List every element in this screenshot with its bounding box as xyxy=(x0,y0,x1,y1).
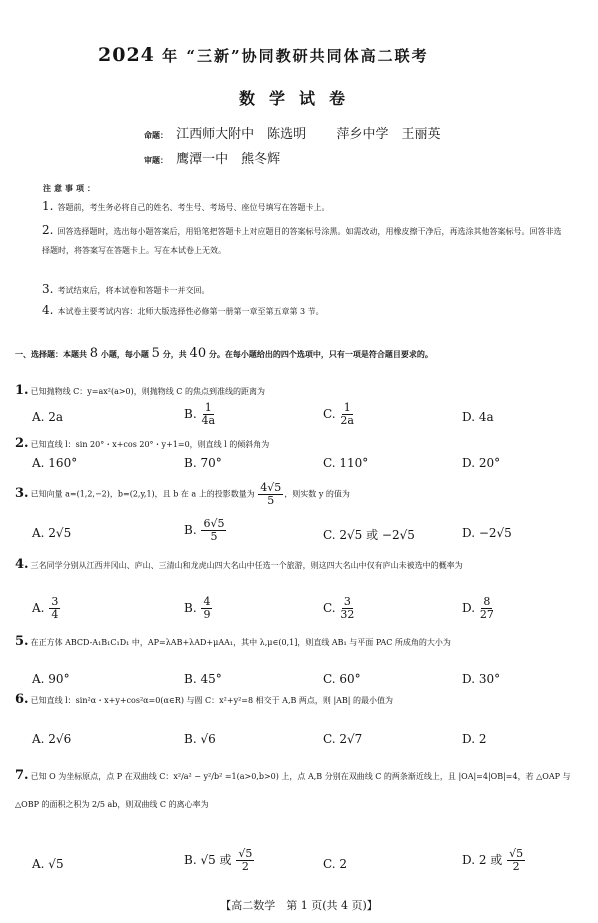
numerator: 1 xyxy=(204,401,212,414)
numerator: 4 xyxy=(203,595,211,608)
fraction xyxy=(480,596,494,621)
q3-option-b xyxy=(184,518,227,543)
section-text: 小题，每小题 xyxy=(100,349,149,359)
option-label: C. xyxy=(323,601,336,615)
question-3 xyxy=(15,482,350,507)
points-total: 40 xyxy=(189,346,207,361)
question-2 xyxy=(15,436,269,451)
question-5 xyxy=(15,632,583,653)
q4-option-d xyxy=(462,596,495,621)
exam-title-text: 年 “三新”协同教研共同体高二联考 xyxy=(162,47,429,65)
q3-option-a: A. 2√5 xyxy=(32,526,72,540)
q5-option-c: C. 60° xyxy=(323,672,361,686)
reviewer: 鹰潭一中 熊冬辉 xyxy=(176,152,281,167)
section-text: 分，共 xyxy=(162,349,187,359)
option-label: B. √5 或 xyxy=(184,853,232,867)
section-text: 分。在每小题给出的四个选项中，只有一项是符合题目要求的。 xyxy=(208,349,433,359)
question-7 xyxy=(15,762,583,819)
section-heading xyxy=(15,345,585,363)
question-stem-tail: ，则实数 y 的值为 xyxy=(284,489,350,499)
numerator: √5 xyxy=(238,847,253,860)
option-label: C. xyxy=(323,407,336,421)
numerator: √5 xyxy=(509,847,524,860)
option-label: A. xyxy=(32,601,45,615)
denominator: 9 xyxy=(203,608,211,621)
fraction xyxy=(236,848,254,873)
question-stem: 已知向量 a=(1,2,−2)，b=(2,y,1)，且 b 在 a 上的投影数量为 xyxy=(30,489,255,499)
option-label: D. xyxy=(462,601,476,615)
q7-option-d xyxy=(462,848,526,873)
points-each: 5 xyxy=(151,346,160,361)
denominator: 2 xyxy=(241,860,249,873)
reviewer-label: 审题： xyxy=(144,155,168,165)
denominator: 2a xyxy=(340,414,354,427)
notice-number: 2. xyxy=(42,223,54,237)
denominator: 4 xyxy=(51,608,59,621)
numerator: 4√5 xyxy=(260,481,282,494)
page-footer: 【高二数学 第 1 页(共 4 页)】 xyxy=(220,899,378,912)
numerator: 6√5 xyxy=(203,517,225,530)
numerator: 3 xyxy=(51,595,59,608)
numerator: 3 xyxy=(343,595,351,608)
fraction xyxy=(201,402,215,427)
notice-text: 考试结束后，将本试卷和答题卡一并交回。 xyxy=(57,286,210,295)
q4-option-a xyxy=(32,596,61,621)
notice-item-1 xyxy=(42,200,562,214)
reviewer-line xyxy=(144,148,280,167)
denominator: 32 xyxy=(340,608,355,621)
q5-option-b: B. 45° xyxy=(184,672,222,686)
question-number: 3. xyxy=(15,485,29,501)
question-number: 6. xyxy=(15,692,29,707)
question-number: 2. xyxy=(15,436,29,451)
denominator: 5 xyxy=(267,494,275,507)
question-number: 1. xyxy=(15,383,29,398)
option-label: D. 2 或 xyxy=(462,853,503,867)
denominator: 27 xyxy=(479,608,494,621)
q6-option-a: A. 2√6 xyxy=(32,732,72,746)
q4-option-b xyxy=(184,596,213,621)
denominator: 5 xyxy=(210,530,218,543)
subject-title: 数学试卷 xyxy=(238,89,359,108)
q6-option-c: C. 2√7 xyxy=(323,732,363,746)
notice-item-3 xyxy=(42,283,562,297)
question-stem: 已知 O 为坐标原点，点 P 在双曲线 C：x²/a² − y²/b² =1(a>0,b>0) 上，点 A,B 分别在双曲线 C 的两条渐近线上，且 |OA|=4|OB|=4，若 △OAP 与 △OBP 的面积之积为 2/5 ab，则双曲线 C 的离心率为 xyxy=(15,772,571,809)
fraction xyxy=(49,596,60,621)
q1-option-a: A. 2a xyxy=(32,410,64,424)
q5-option-a: A. 90° xyxy=(32,672,70,686)
question-number: 7. xyxy=(15,768,29,783)
denominator: 4a xyxy=(201,414,216,427)
proposer-line xyxy=(144,123,440,142)
q2-option-b: B. 70° xyxy=(184,456,222,470)
option-label: B. xyxy=(184,523,197,537)
question-1 xyxy=(15,383,265,398)
q1-option-d: D. 4a xyxy=(462,410,494,424)
proposer-1: 江西师大附中 陈选明 xyxy=(176,127,307,142)
numerator: 1 xyxy=(343,401,351,414)
q1-option-c xyxy=(323,402,355,427)
fraction xyxy=(201,518,226,543)
q2-option-d: D. 20° xyxy=(462,456,501,470)
fraction xyxy=(340,596,354,621)
fraction xyxy=(258,482,283,507)
q5-option-d: D. 30° xyxy=(462,672,501,686)
fraction xyxy=(507,848,525,873)
q2-option-a: A. 160° xyxy=(32,456,78,470)
q2-option-c: C. 110° xyxy=(323,456,369,470)
q7-option-c: C. 2 xyxy=(323,857,348,871)
denominator: 2 xyxy=(512,860,520,873)
notice-number: 3. xyxy=(42,282,54,296)
q1-option-b xyxy=(184,402,216,427)
notice-number: 4. xyxy=(42,303,54,317)
question-stem: 三名同学分别从江西井冈山、庐山、三清山和龙虎山四大名山中任选一个旅游，则这四大名山中仅有庐山未被选中的概率为 xyxy=(30,561,463,570)
q4-option-c xyxy=(323,596,355,621)
q3-option-d: D. −2√5 xyxy=(462,526,512,540)
notice-text: 答题前，考生务必将自己的姓名、考生号、考场号、座位号填写在答题卡上。 xyxy=(57,203,330,212)
exam-year: 2024 xyxy=(98,44,155,66)
notice-text: 本试卷主要考试内容：北师大版选择性必修第一册第一章至第五章第 3 节。 xyxy=(57,307,324,316)
exam-title xyxy=(98,44,429,66)
numerator: 8 xyxy=(483,595,491,608)
notice-item-2 xyxy=(42,221,562,260)
section-text: 一、选择题：本题共 xyxy=(15,349,87,359)
option-label: B. xyxy=(184,601,197,615)
question-count: 8 xyxy=(89,346,99,361)
notice-text: 回答选择题时，选出每小题答案后，用铅笔把答题卡上对应题目的答案标号涂黑。如需改动，用橡皮擦干净后，再选涂其他答案标号。回答非选择题时，将答案写在答题卡上。写在本试卷上无效。 xyxy=(42,227,562,255)
question-stem: 已知直线 l：sin²α・x+y+cos²α=0(α∈R) 与圆 C：x²+y²=8 相交于 A,B 两点，则 |AB| 的最小值为 xyxy=(30,696,394,705)
q7-option-a: A. √5 xyxy=(32,857,64,871)
proposer-label: 命题： xyxy=(144,130,168,140)
question-4 xyxy=(15,556,583,575)
notice-number: 1. xyxy=(42,199,54,213)
fraction xyxy=(201,596,212,621)
question-stem: 在正方体 ABCD-A₁B₁C₁D₁ 中，AP=λAB+λAD+μAA₁，其中 λ,μ∈(0,1]，则直线 AB₁ 与平面 PAC 所成角的大小为 xyxy=(30,638,451,647)
option-label: B. xyxy=(184,407,197,421)
q3-option-c: C. 2√5 或 −2√5 xyxy=(323,528,415,542)
notice-item-4 xyxy=(42,304,562,318)
notice-heading: 注意事项： xyxy=(43,183,98,193)
q6-option-b: B. √6 xyxy=(184,732,216,746)
q7-option-b xyxy=(184,848,255,873)
question-number: 5. xyxy=(15,634,29,649)
question-stem: 已知直线 l：sin 20°・x+cos 20°・y+1=0，则直线 l 的倾斜角为 xyxy=(30,440,270,449)
q6-option-d: D. 2 xyxy=(462,732,487,746)
fraction xyxy=(340,402,354,427)
proposer-2: 萍乡中学 王丽英 xyxy=(336,127,441,142)
question-stem: 已知抛物线 C：y=ax²(a>0)，则抛物线 C 的焦点到准线的距离为 xyxy=(30,387,265,396)
question-number: 4. xyxy=(15,557,29,572)
question-6 xyxy=(15,690,583,711)
